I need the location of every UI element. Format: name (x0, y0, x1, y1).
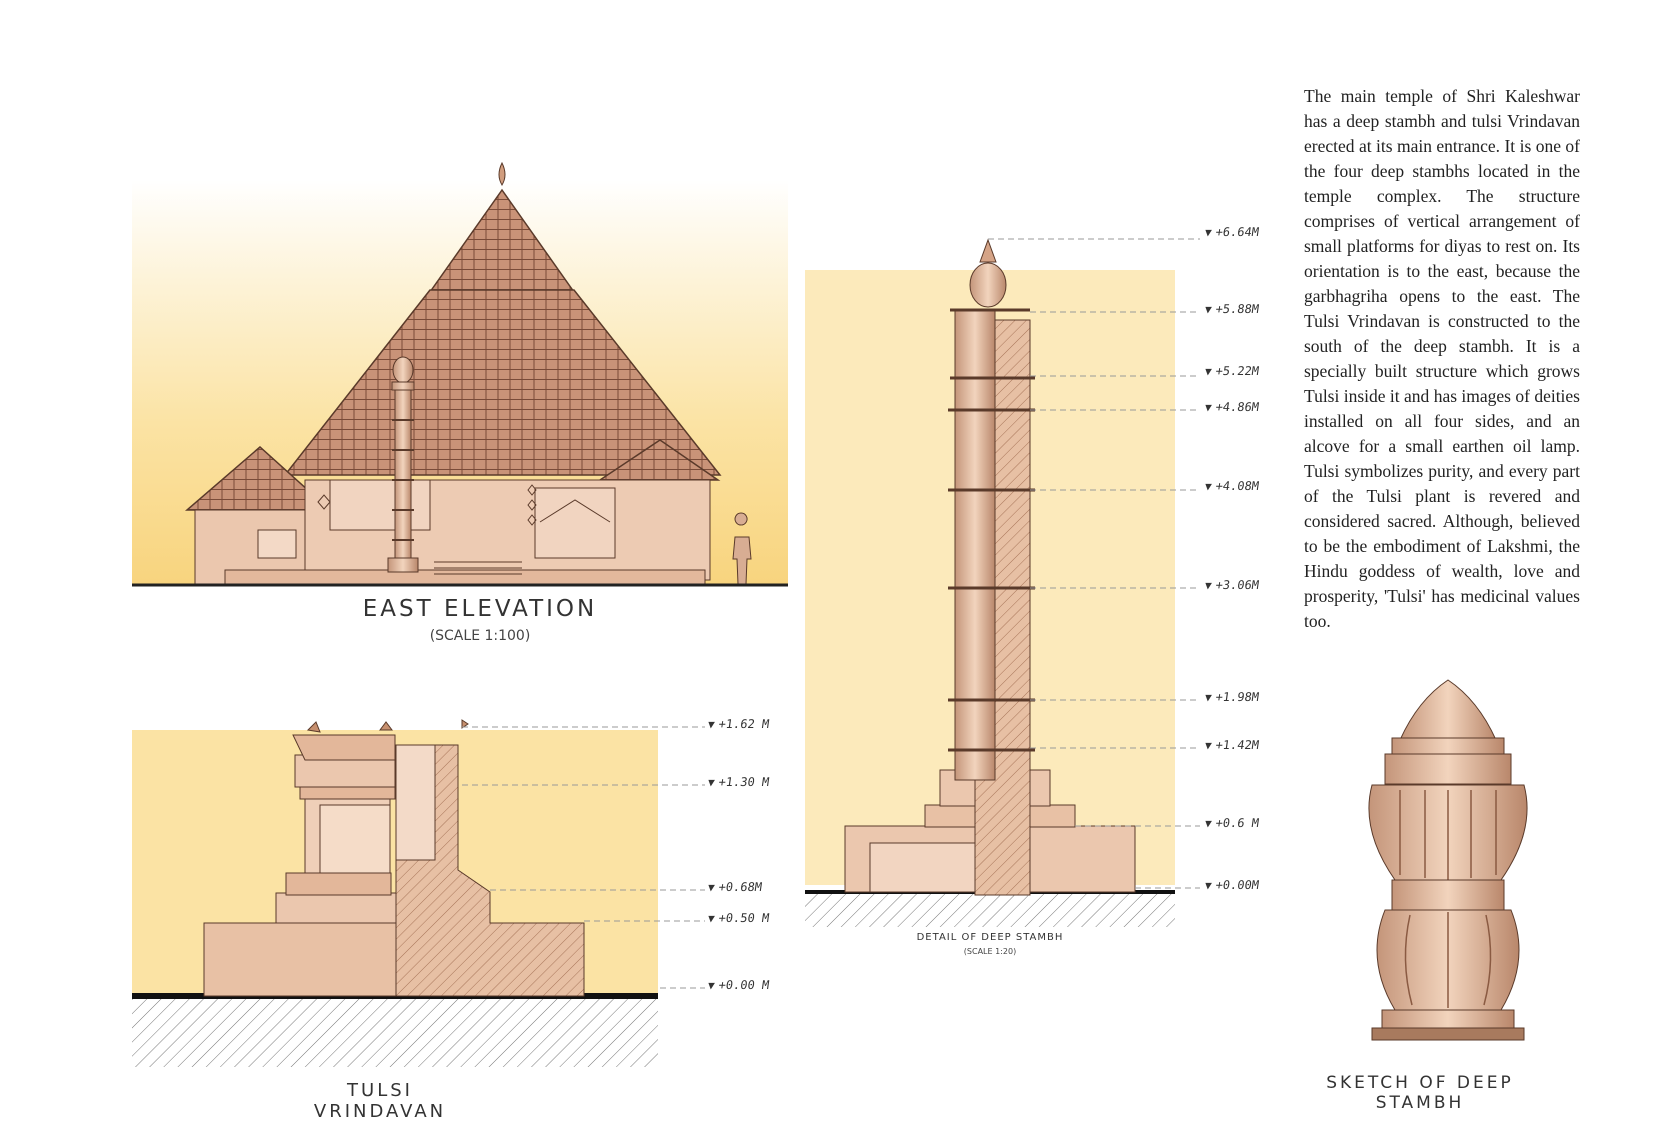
east-elevation-title: EAST ELEVATION (362, 596, 598, 622)
stambh-level-label: ▼ +4.08M (1204, 479, 1260, 493)
east-elevation-scale: (SCALE 1:100) (429, 628, 531, 644)
stambh-detail-scale: (SCALE 1:20) (963, 947, 1017, 956)
stambh-sketch-drawing (1369, 680, 1527, 1040)
stambh-level-label: ▼ +4.86M (1204, 400, 1260, 414)
tulsi-level-label: ▼ +1.30 M (707, 775, 770, 789)
stambh-level-label: ▼ +5.22M (1204, 364, 1260, 378)
tulsi-level-label: ▼ +0.00 M (707, 978, 770, 992)
tulsi-ground-hatch (132, 997, 658, 1067)
stambh-ground-hatch (805, 893, 1175, 927)
temple-roof (187, 163, 720, 510)
scale-human-figure (733, 513, 751, 584)
stambh-level-label: ▼ +0.6 M (1204, 816, 1260, 830)
stambh-sketch-title: SKETCH OF DEEP STAMBH (1326, 1073, 1514, 1113)
tulsi-vrindavan-title: TULSI VRINDAVAN (313, 1080, 447, 1122)
stambh-level-label: ▼ +6.64M (1204, 225, 1260, 239)
stambh-level-label: ▼ +1.42M (1204, 738, 1260, 752)
tulsi-level-label: ▼ +0.68M (707, 880, 763, 894)
tulsi-level-label: ▼ +1.62 M (707, 717, 770, 731)
stambh-level-label: ▼ +3.06M (1204, 578, 1260, 592)
temple-description: The main temple of Shri Kaleshwar has a deep stambh and tulsi Vrindavan erected at its main entrance. It is one of the four deep stambhs located in the temple complex. The structure comprises of vertical arrangement of small platforms for diyas to rest on. Its orientation is to the east, because the garbhagriha opens to the east. The Tulsi Vrindavan is constructed to the south of the deep stambh. It is a specially built structure which grows Tulsi inside it and has images of deities installed on all four sides, and an alcove for a small earthen oil lamp. Tulsi symbolizes purity, and every part of the Tulsi plant is revered and considered sacred. Although, believed to be the embodiment of Lakshmi, the Hindu goddess of wealth, love and prosperity, 'Tulsi' has medicinal values too. (1304, 86, 1580, 631)
stambh-level-label: ▼ +0.00M (1204, 878, 1260, 892)
stambh-level-label: ▼ +1.98M (1204, 690, 1260, 704)
tulsi-level-label: ▼ +0.50 M (707, 911, 770, 925)
stambh-detail-title: DETAIL OF DEEP STAMBH (916, 932, 1064, 943)
stambh-level-label: ▼ +5.88M (1204, 302, 1260, 316)
